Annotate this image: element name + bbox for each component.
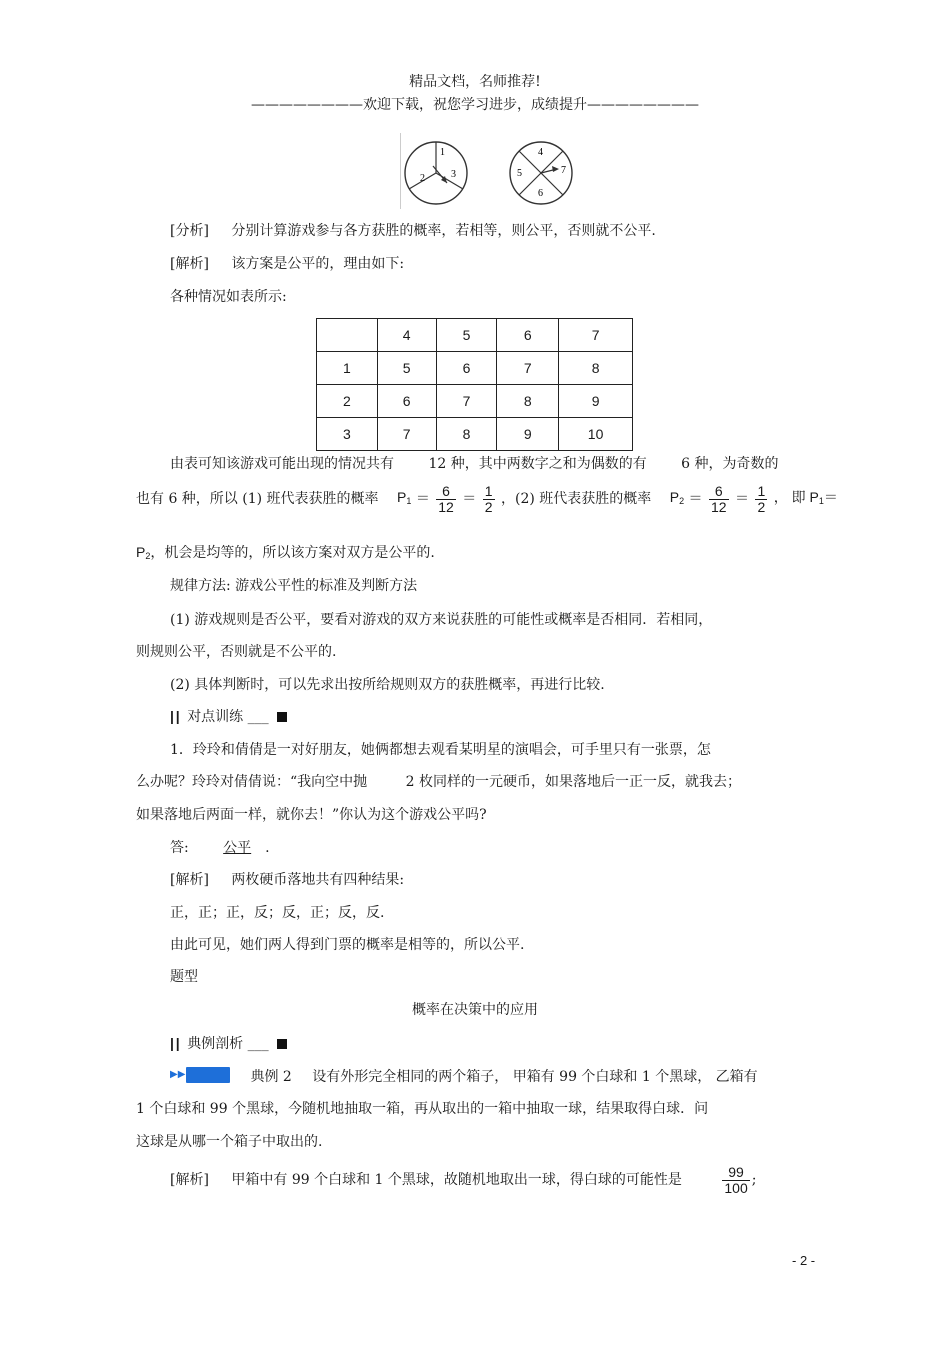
equals-sign: ＝ [823,489,838,505]
fraction-denominator: 2 [757,499,766,515]
table-header-cell: 6 [497,319,559,352]
spinner2-label-7: 7 [561,165,566,176]
fraction-1-2 [483,484,495,515]
header-subtitle: ————————欢迎下载，祝您学习进步，成绩提升———————— [251,97,699,113]
table-cell: 5 [377,352,436,385]
table-cell: 10 [559,418,633,451]
solution-line [170,253,404,273]
p1-letter: P [397,489,407,505]
method-point2: (2) 具体判断时，可以先求出按所给规则双方的获胜概率，再进行比较. [170,677,605,693]
section-bars-icon: | | [170,708,179,724]
table-header-cell: 4 [377,319,436,352]
table-cell: 7 [497,352,559,385]
conclusion-text: 6 种，为奇数的 [681,456,779,472]
page-number: - 2 - [792,1253,816,1268]
conclusion-text: ， 即 P [773,489,819,505]
section-title: 典例剖析 [187,1036,244,1052]
spinner2-label-6: 6 [538,188,543,199]
fraction-numerator: 6 [442,483,450,499]
exercise-line2 [136,771,741,791]
table-cell: 8 [497,385,559,418]
method-point1: (1) 游戏规则是否公平，要看对游戏的双方来说获胜的可能性或概率是否相同．若相同， [170,612,713,628]
fraction-1-2 [755,484,767,515]
fraction-numerator: 1 [757,483,766,499]
solution-text: 甲箱中有 99 个白球和 1 个黑球，故随机地取出一球，得白球的可能性是 [231,1172,682,1188]
conclusion-text: 12 种，其中两数字之和为偶数的有 [428,456,647,472]
table-header-row [317,319,633,352]
table-header-cell: 7 [559,319,633,352]
p2-subscript: 2 [679,496,685,506]
p1-subscript: 1 [818,496,824,506]
section-blank: ___ [247,1036,269,1052]
solution-text: 该方案是公平的，理由如下: [231,256,405,272]
table-row-header: 2 [317,385,378,418]
sum-table [316,318,633,451]
example-line2: 1 个白球和 99 个黑球，今随机地抽取一箱，再从取出的一箱中抽取一球，结果取得白球．问 [136,1101,709,1117]
fraction-numerator: 6 [714,483,723,499]
example-line3: 这球是从哪一个箱子中取出的. [136,1134,323,1150]
exercise-answer [170,837,270,857]
section-practice-heading [170,706,287,726]
solution-tag: [解析] [170,256,209,272]
spinner-figure [400,133,566,209]
conclusion-text: 也有 6 种，所以 (1) 班代表获胜的概率 [136,491,379,507]
table-row [317,352,633,385]
method-title: 规律方法: 游戏公平性的标准及判断方法 [170,578,418,594]
spinner1-label-3: 3 [451,169,456,180]
exercise-outcomes: 正，正；正，反；反，正；反，反. [170,905,385,921]
table-cell: 6 [377,385,436,418]
exercise-solution [170,869,404,889]
fraction-denominator: 2 [484,499,493,515]
fraction-denominator: 12 [711,499,727,515]
double-arrow-icon: ▶▶ [170,1069,186,1080]
solution-text: 两枚硬币落地共有四种结果: [231,872,405,888]
type-label: 题型 [170,969,198,985]
method-point1-cont: 则规则公平，否则就是不公平的. [136,644,337,660]
spinner1-label-1: 1 [440,147,445,158]
table-cell: 8 [559,352,633,385]
exercise-text: 么办呢？玲玲对倩倩说：“我向空中抛 [136,774,368,790]
fraction-numerator: 99 [728,1164,744,1180]
conclusion-line3 [136,542,435,562]
answer-period: . [265,840,270,856]
equals-sign: ＝ [735,491,750,507]
table-cell: 8 [436,418,497,451]
example-badge [170,1067,232,1083]
table-row-header: 1 [317,352,378,385]
conclusion-line2 [136,484,838,515]
fraction-denominator: 100 [724,1180,748,1196]
fraction-99-100 [722,1165,749,1196]
square-icon [277,1039,287,1049]
example-text: 设有外形完全相同的两个箱子， 甲箱有 99 个白球和 1 个黑球， 乙箱有 [312,1069,758,1085]
p1-subscript: 1 [406,496,412,506]
spinner1-label-2: 2 [420,173,425,184]
solution-tag: [解析] [170,872,209,888]
p2-symbol [670,490,684,509]
table-cell: 7 [377,418,436,451]
example-solution [170,1165,756,1196]
example-label: 典例 2 [250,1069,292,1085]
table-row [317,385,633,418]
equals-sign: ＝ [462,491,477,507]
answer-label: 答: [170,840,189,856]
fraction-numerator: 1 [484,483,493,499]
table-cell: 9 [559,385,633,418]
p1-symbol [397,490,411,509]
table-row [317,418,633,451]
fraction-denominator: 12 [438,499,454,515]
p2-letter: P [136,544,146,560]
fraction-6-12 [436,484,456,515]
conclusion-tail [774,490,838,509]
exercise-line1: 1．玲玲和倩倩是一对好朋友，她俩都想去观看某明星的演唱会，可手里只有一张票，怎 [170,742,711,758]
table-row-header: 3 [317,418,378,451]
example-line1 [170,1066,758,1086]
table-cell: 7 [436,385,497,418]
spinner-diagram [401,133,591,213]
table-cell: 9 [497,418,559,451]
fraction-6-12 [709,484,729,515]
p2-subscript: 2 [145,551,151,561]
answer-value: 公平 [223,840,252,856]
section-bars-icon: | | [170,1035,179,1051]
analysis-text: 分别计算游戏参与各方获胜的概率，若相等，则公平，否则就不公平. [231,223,656,239]
analysis-tag: [分析] [170,223,209,239]
table-cell: 6 [436,352,497,385]
conclusion-text: ，(2) 班代表获胜的概率 [501,491,652,507]
table-header-cell: 5 [436,319,497,352]
conclusion-text: 由表可知该游戏可能出现的情况共有 [170,456,394,472]
badge-bar [186,1067,230,1083]
table-corner-cell [317,319,378,352]
section-blank: ___ [247,709,269,725]
equals-sign: ＝ [415,491,430,507]
conclusion-line1 [170,453,779,473]
p2-letter: P [669,489,680,505]
equals-sign: ＝ [688,491,703,507]
analysis-line [170,220,656,240]
spinner2-label-5: 5 [517,168,522,179]
exercise-result: 由此可见，她们两人得到门票的概率是相等的，所以公平. [170,937,525,953]
square-icon [277,712,287,722]
topic-title: 概率在决策中的应用 [412,1002,538,1018]
section-title: 对点训练 [187,709,244,725]
section-example-heading [170,1033,287,1053]
exercise-line3: 如果落地后两面一样，就你去！”你认为这个游戏公平吗? [136,807,487,823]
header-title: 精品文档，名师推荐! [409,74,541,90]
exercise-text: 2 枚同样的一元硬币，如果落地后一正一反，就我去； [405,774,741,790]
spinner2-arrowhead [552,166,559,172]
solution-intro: 各种情况如表所示: [170,289,287,305]
solution-tag: [解析] [170,1172,209,1188]
spinner2-label-4: 4 [538,147,543,158]
semicolon: ; [751,1172,757,1188]
conclusion-text: ，机会是均等的，所以该方案对双方是公平的. [150,545,435,561]
